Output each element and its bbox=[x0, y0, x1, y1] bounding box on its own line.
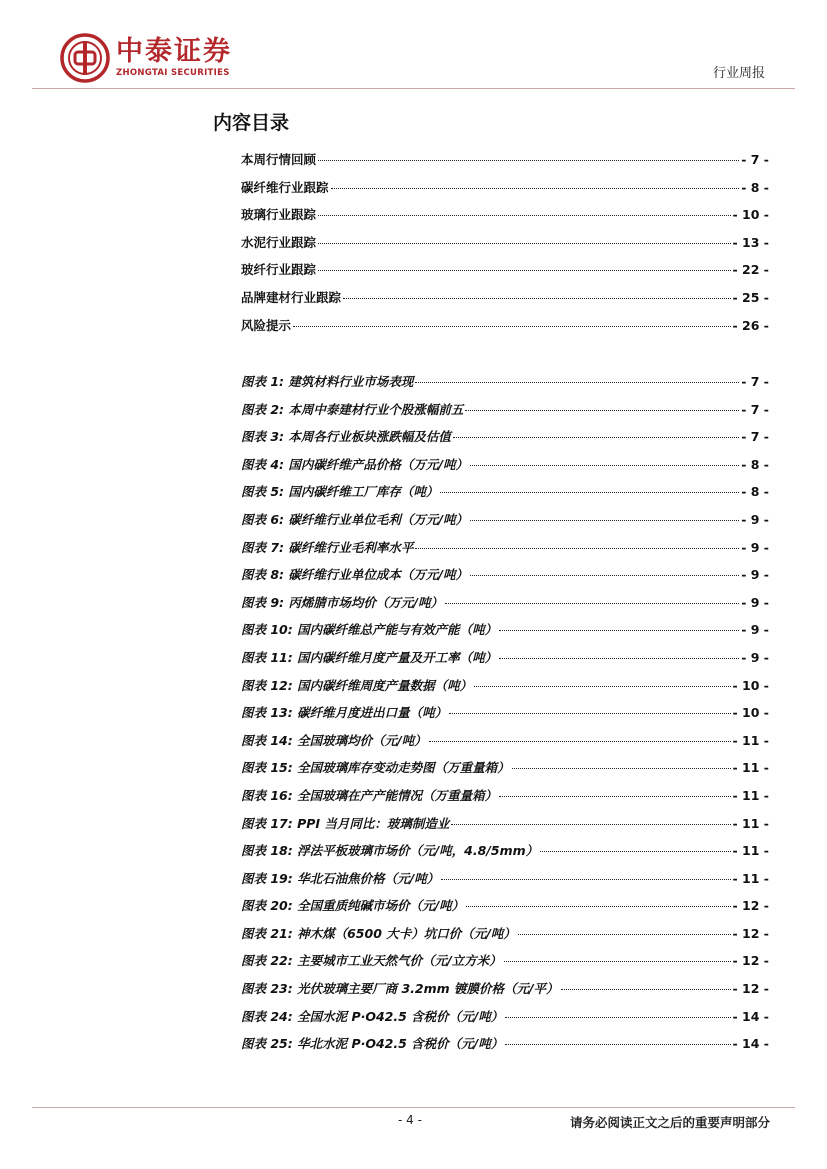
toc-list bbox=[241, 150, 769, 343]
figure-entry-label: 图表 23: 光伏玻璃主要厂商 3.2mm 镀膜价格（元/平） bbox=[241, 981, 559, 997]
dot-leader bbox=[429, 741, 731, 742]
figure-entry[interactable] bbox=[241, 869, 769, 897]
toc-entry-page: - 10 - bbox=[732, 207, 769, 223]
report-type: 行业周报 bbox=[712, 66, 765, 81]
dot-leader bbox=[470, 575, 739, 576]
figure-entry-label: 图表 12: 国内碳纤维周度产量数据（吨） bbox=[241, 677, 473, 693]
footer-divider bbox=[32, 1107, 795, 1108]
figure-entry-page: - 14 - bbox=[732, 1008, 769, 1024]
figure-entry[interactable] bbox=[241, 372, 769, 400]
figure-entry-page: - 9 - bbox=[741, 511, 769, 527]
figure-entry-label: 图表 10: 国内碳纤维总产能与有效产能（吨） bbox=[241, 622, 498, 638]
figure-entry-page: - 12 - bbox=[732, 898, 769, 914]
logo-en-text: ZHONGTAI SECURITIES bbox=[116, 68, 230, 78]
dot-leader bbox=[504, 961, 731, 962]
figure-entry-page: - 11 - bbox=[732, 732, 769, 748]
dot-leader bbox=[453, 437, 739, 438]
figure-entry-label: 图表 22: 主要城市工业天然气价（元/立方米） bbox=[241, 953, 502, 969]
toc-entry[interactable] bbox=[241, 178, 769, 206]
dot-leader bbox=[343, 298, 731, 299]
figure-entry-page: - 12 - bbox=[732, 925, 769, 941]
toc-title: 内容目录 bbox=[213, 112, 290, 134]
figure-entry-label: 图表 13: 碳纤维月度进出口量（吨） bbox=[241, 705, 448, 721]
figure-entry[interactable] bbox=[241, 593, 769, 621]
figure-entry-label: 图表 21: 神木煤（6500 大卡）坑口价（元/吨） bbox=[241, 925, 516, 941]
figure-entry[interactable] bbox=[241, 565, 769, 593]
figure-entry-page: - 10 - bbox=[732, 705, 769, 721]
figure-entry-page: - 9 - bbox=[741, 567, 769, 583]
dot-leader bbox=[331, 188, 740, 189]
dot-leader bbox=[474, 686, 730, 687]
figure-entry-label: 图表 1: 建筑材料行业市场表现 bbox=[241, 374, 414, 389]
dot-leader bbox=[449, 713, 730, 714]
figure-entry-label: 图表 9: 丙烯腈市场均价（万元/吨） bbox=[241, 594, 443, 610]
header-divider bbox=[32, 88, 795, 89]
figure-entry[interactable] bbox=[241, 979, 769, 1007]
toc-entry-label: 玻璃行业跟踪 bbox=[241, 207, 317, 223]
dot-leader bbox=[518, 934, 731, 935]
figure-entry-page: - 11 - bbox=[732, 843, 769, 859]
toc-entry-label: 碳纤维行业跟踪 bbox=[241, 179, 329, 195]
figure-entry[interactable] bbox=[241, 482, 769, 510]
figure-entry-label: 图表 6: 碳纤维行业单位毛利（万元/吨） bbox=[241, 511, 468, 527]
figure-entry[interactable] bbox=[241, 703, 769, 731]
dot-leader bbox=[318, 215, 731, 216]
figure-entry-label: 图表 16: 全国玻璃在产产能情况（万重量箱） bbox=[241, 787, 498, 803]
toc-entry[interactable] bbox=[241, 150, 769, 178]
figure-entry[interactable] bbox=[241, 1007, 769, 1035]
dot-leader bbox=[470, 520, 739, 521]
figure-entry-page: - 8 - bbox=[741, 484, 769, 500]
figure-entry[interactable] bbox=[241, 924, 769, 952]
dot-leader bbox=[505, 1044, 730, 1045]
figure-entry-page: - 14 - bbox=[732, 1036, 769, 1052]
figure-entry[interactable] bbox=[241, 538, 769, 566]
figure-entry-page: - 11 - bbox=[732, 870, 769, 886]
figure-entry-label: 图表 7: 碳纤维行业毛利率水平 bbox=[241, 539, 414, 555]
toc-entry-page: - 8 - bbox=[741, 179, 769, 195]
figure-entry[interactable] bbox=[241, 758, 769, 786]
figure-entry-label: 图表 20: 全国重质纯碱市场价（元/吨） bbox=[241, 898, 465, 914]
figure-entry-page: - 9 - bbox=[741, 594, 769, 610]
figure-list bbox=[241, 372, 769, 1062]
toc-entry-label: 玻纤行业跟踪 bbox=[241, 262, 317, 278]
dot-leader bbox=[466, 906, 730, 907]
page-number: - 4 - bbox=[398, 1113, 422, 1127]
toc-entry-page: - 25 - bbox=[732, 289, 769, 305]
figure-entry-label: 图表 4: 国内碳纤维产品价格（万元/吨） bbox=[241, 456, 468, 472]
figure-entry-label: 图表 14: 全国玻璃均价（元/吨） bbox=[241, 732, 427, 748]
figure-entry-label: 图表 11: 国内碳纤维月度产量及开工率（吨） bbox=[241, 649, 498, 665]
figure-entry[interactable] bbox=[241, 786, 769, 814]
toc-entry[interactable] bbox=[241, 233, 769, 261]
dot-leader bbox=[318, 160, 739, 161]
figure-entry-page: - 7 - bbox=[741, 374, 769, 389]
figure-entry-label: 图表 19: 华北石油焦价格（元/吨） bbox=[241, 870, 440, 886]
figure-entry-label: 图表 15: 全国玻璃库存变动走势图（万重量箱） bbox=[241, 760, 510, 776]
figure-entry[interactable] bbox=[241, 620, 769, 648]
figure-entry-label: 图表 24: 全国水泥 P·O42.5 含税价（元/吨） bbox=[241, 1008, 504, 1024]
figure-entry-page: - 11 - bbox=[732, 760, 769, 776]
figure-entry[interactable] bbox=[241, 676, 769, 704]
dot-leader bbox=[293, 326, 731, 327]
dot-leader bbox=[465, 410, 739, 411]
figure-entry[interactable] bbox=[241, 731, 769, 759]
zhongtai-logo-icon bbox=[60, 33, 110, 83]
dot-leader bbox=[415, 548, 739, 549]
figure-entry-page: - 12 - bbox=[732, 981, 769, 997]
figure-entry-label: 图表 25: 华北水泥 P·O42.5 含税价（元/吨） bbox=[241, 1036, 504, 1052]
figure-entry-page: - 9 - bbox=[741, 649, 769, 665]
figure-entry-page: - 11 - bbox=[732, 787, 769, 803]
toc-entry[interactable] bbox=[241, 288, 769, 316]
dot-leader bbox=[451, 824, 730, 825]
figure-entry-page: - 7 - bbox=[741, 401, 769, 417]
dot-leader bbox=[445, 603, 739, 604]
dot-leader bbox=[505, 1017, 730, 1018]
dot-leader bbox=[561, 989, 731, 990]
dot-leader bbox=[318, 270, 731, 271]
figure-entry[interactable] bbox=[241, 427, 769, 455]
dot-leader bbox=[470, 465, 739, 466]
figure-entry-label: 图表 2: 本周中泰建材行业个股涨幅前五 bbox=[241, 401, 464, 417]
toc-entry-page: - 22 - bbox=[732, 262, 769, 278]
figure-entry-page: - 8 - bbox=[741, 456, 769, 472]
toc-entry-label: 风险提示 bbox=[241, 317, 292, 333]
toc-entry-page: - 13 - bbox=[732, 234, 769, 250]
dot-leader bbox=[499, 630, 739, 631]
dot-leader bbox=[415, 382, 739, 383]
figure-entry[interactable] bbox=[241, 896, 769, 924]
toc-entry-label: 品牌建材行业跟踪 bbox=[241, 289, 342, 305]
toc-entry[interactable] bbox=[241, 316, 769, 344]
figure-entry[interactable] bbox=[241, 951, 769, 979]
figure-entry[interactable] bbox=[241, 400, 769, 428]
toc-entry-label: 本周行情回顾 bbox=[241, 152, 317, 167]
toc-entry-page: - 7 - bbox=[741, 152, 769, 167]
figure-entry-label: 图表 8: 碳纤维行业单位成本（万元/吨） bbox=[241, 567, 468, 583]
logo-cn-text: 中泰证券 bbox=[116, 36, 232, 67]
figure-entry-page: - 11 - bbox=[732, 815, 769, 831]
figure-entry-page: - 7 - bbox=[741, 429, 769, 445]
figure-entry[interactable] bbox=[241, 510, 769, 538]
dot-leader bbox=[512, 768, 731, 769]
figure-entry[interactable] bbox=[241, 841, 769, 869]
dot-leader bbox=[540, 851, 730, 852]
figure-entry-page: - 9 - bbox=[741, 622, 769, 638]
toc-entry[interactable] bbox=[241, 205, 769, 233]
figure-entry-page: - 9 - bbox=[741, 539, 769, 555]
footer-disclaimer: 请务必阅读正文之后的重要声明部分 bbox=[569, 1115, 770, 1130]
figure-entry-page: - 10 - bbox=[732, 677, 769, 693]
toc-entry-label: 水泥行业跟踪 bbox=[241, 234, 317, 250]
figure-entry-label: 图表 5: 国内碳纤维工厂库存（吨） bbox=[241, 484, 439, 500]
dot-leader bbox=[318, 243, 731, 244]
toc-entry-page: - 26 - bbox=[732, 317, 769, 333]
dot-leader bbox=[440, 492, 739, 493]
figure-entry-label: 图表 17: PPI 当月同比：玻璃制造业 bbox=[241, 815, 450, 831]
dot-leader bbox=[441, 879, 730, 880]
figure-entry[interactable] bbox=[241, 648, 769, 676]
figure-entry[interactable] bbox=[241, 814, 769, 842]
dot-leader bbox=[499, 658, 739, 659]
figure-entry[interactable] bbox=[241, 455, 769, 483]
figure-entry-label: 图表 3: 本周各行业板块涨跌幅及估值 bbox=[241, 429, 451, 445]
company-logo bbox=[60, 33, 232, 83]
figure-entry-page: - 12 - bbox=[732, 953, 769, 969]
dot-leader bbox=[499, 796, 730, 797]
figure-entry[interactable] bbox=[241, 1034, 769, 1062]
figure-entry-label: 图表 18: 浮法平板玻璃市场价（元/吨，4.8/5mm） bbox=[241, 843, 539, 859]
toc-entry[interactable] bbox=[241, 260, 769, 288]
